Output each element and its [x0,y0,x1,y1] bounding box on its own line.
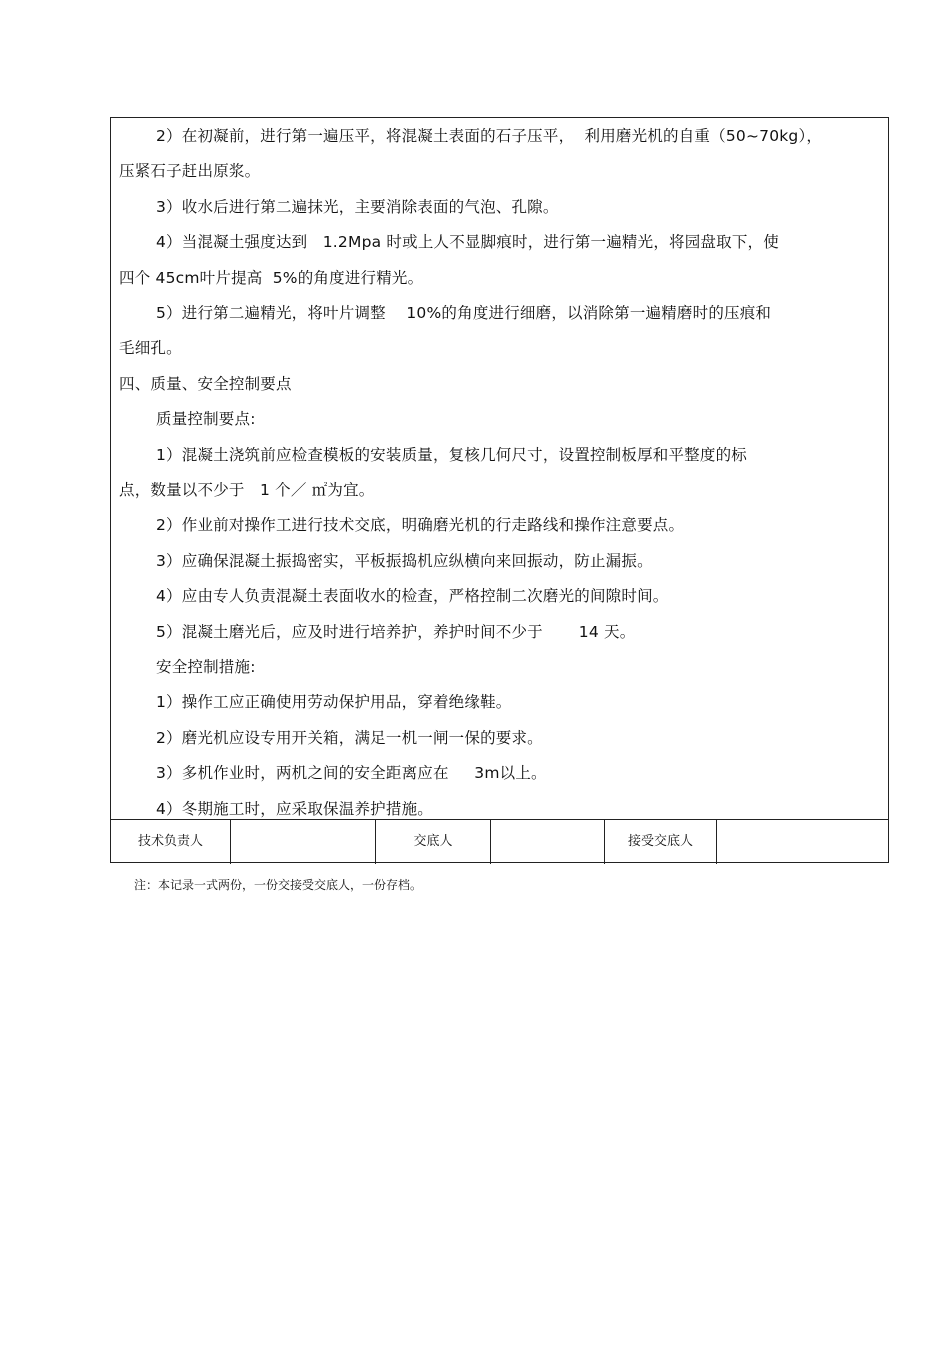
content-line: 压紧石子赶出原浆。 [119,162,261,181]
presenter-signature [490,820,604,864]
content-line: 四个 45cm叶片提高 5%的角度进行精光。 [119,268,424,287]
content-line: 四、质量、安全控制要点 [119,374,292,393]
signature-row [111,820,888,864]
tech-lead-signature [230,820,375,864]
content-line: 4）冬期施工时，应采取保温养护措施。 [156,799,433,818]
content-line: 1）混凝土浇筑前应检查模板的安装质量，复核几何尺寸，设置控制板厚和平整度的标 [156,445,747,464]
disclosure-record-table [110,117,889,863]
content-line: 3）多机作业时，两机之间的安全距离应在 3m以上。 [156,764,547,783]
presenter-label: 交底人 [375,820,490,864]
receiver-label: 接受交底人 [604,820,716,864]
content-cell [111,118,888,820]
content-line: 1）操作工应正确使用劳动保护用品，穿着绝缘鞋。 [156,693,512,712]
content-line: 4）应由专人负责混凝土表面收水的检查，严格控制二次磨光的间隙时间。 [156,587,669,606]
content-line: 5）混凝土磨光后，应及时进行培养护，养护时间不少于 14 天。 [156,622,636,641]
content-line: 4）当混凝土强度达到 1.2Mpa 时或上人不显脚痕时，进行第一遍精光，将园盘取下，使 [156,233,779,252]
tech-lead-label: 技术负责人 [137,834,203,849]
content-line: 点，数量以不少于 1 个／ ㎡为宜。 [119,481,375,499]
content-line: 2）磨光机应设专用开关箱，满足一机一闸一保的要求。 [156,728,543,747]
content-line: 2）在初凝前，进行第一遍压平，将混凝土表面的石子压平， 利用磨光机的自重（50~70kg）， [156,127,823,145]
content-line: 毛细孔。 [119,339,182,358]
content-line: 3）应确保混凝土振捣密实，平板振捣机应纵横向来回振动，防止漏振。 [156,551,653,570]
content-line: 安全控制措施: [156,658,256,676]
content-line: 2）作业前对操作工进行技术交底，明确磨光机的行走路线和操作注意要点。 [156,516,685,535]
footnote: 注：本记录一式两份，一份交接受交底人，一份存档。 [134,878,423,892]
content-line: 5）进行第二遍精光，将叶片调整 10%的角度进行细磨，以消除第一遍精磨时的压痕和 [156,304,772,322]
content-line: 3）收水后进行第二遍抹光，主要消除表面的气泡、孔隙。 [156,197,559,216]
content-line: 质量控制要点: [156,410,256,429]
receiver-signature [716,820,888,864]
